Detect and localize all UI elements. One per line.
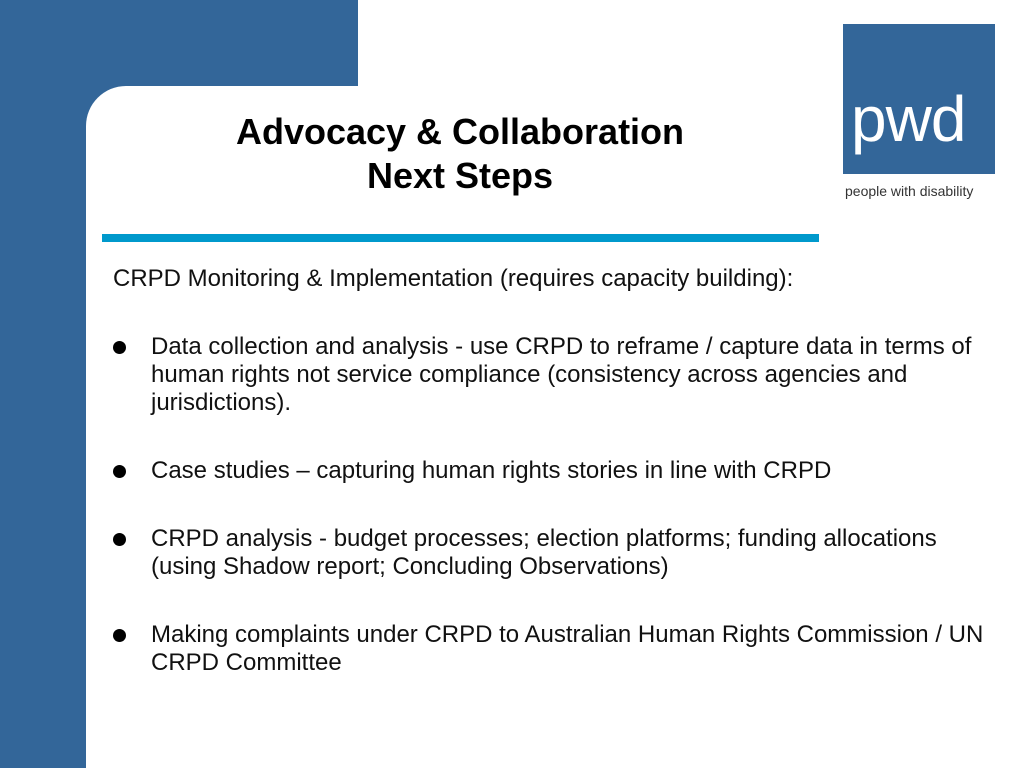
- list-item: [113, 525, 1003, 581]
- list-item: [113, 457, 1003, 485]
- bullet-dot-icon: [113, 341, 126, 354]
- list-item: [113, 333, 1003, 417]
- list-item: [113, 621, 1003, 677]
- slide-title: [130, 110, 790, 198]
- bullet-text: Data collection and analysis - use CRPD to reframe / capture data in terms of human rights not service compliance (consistency across agencies and jurisdictions).: [151, 333, 972, 416]
- bullet-text: Case studies – capturing human rights stories in line with CRPD: [151, 457, 832, 484]
- bullet-text: Making complaints under CRPD to Australian Human Rights Commission / UN CRPD Committee: [151, 621, 984, 676]
- bullet-dot-icon: [113, 629, 126, 642]
- intro-text: CRPD Monitoring & Implementation (requires capacity building):: [113, 265, 794, 292]
- bullet-text: CRPD analysis - budget processes; election platforms; funding allocations (using Shadow report; Concluding Observations): [151, 525, 937, 580]
- top-color-band: [0, 0, 358, 86]
- bullet-list: [113, 333, 1003, 677]
- bullet-dot-icon: [113, 533, 126, 546]
- title-line-1: Advocacy & Collaboration: [235, 111, 685, 152]
- logo-tagline: people with disability: [845, 183, 974, 199]
- title-divider: [102, 234, 819, 242]
- slide-body: [113, 265, 1003, 717]
- pwd-logo: [843, 24, 995, 174]
- logo-wordmark: pwd: [851, 83, 966, 155]
- title-line-2: Next Steps: [366, 155, 554, 196]
- left-color-band: [0, 0, 86, 768]
- bullet-dot-icon: [113, 465, 126, 478]
